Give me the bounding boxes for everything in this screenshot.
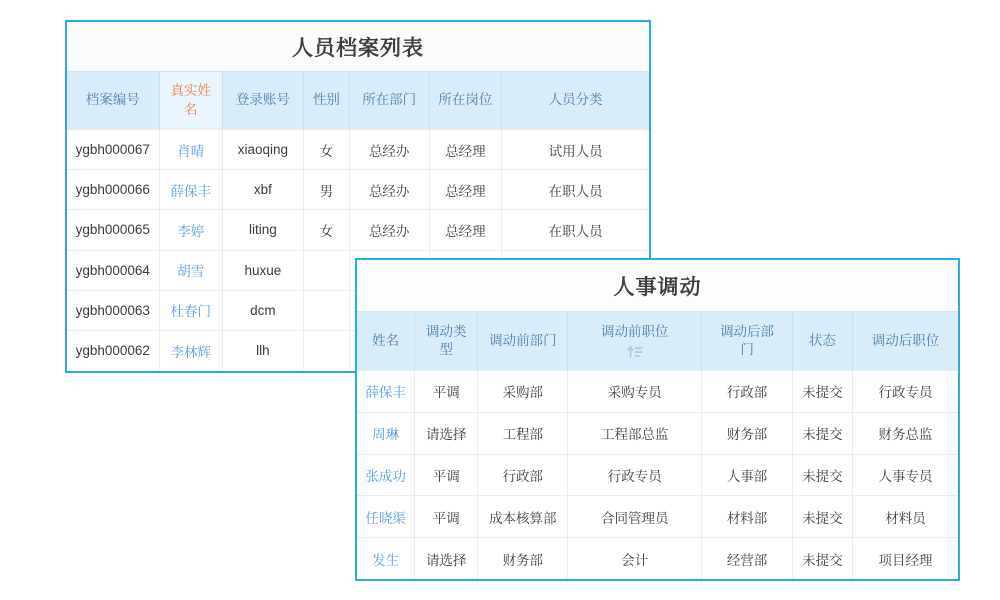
name-link[interactable]: 李林辉 [160, 331, 223, 370]
name-link[interactable]: 李婷 [160, 210, 223, 249]
table-row [357, 495, 958, 537]
column-header-post-department[interactable] [702, 312, 793, 370]
column-header-pre-department[interactable] [478, 312, 568, 370]
column-header-label: 状态 [808, 332, 836, 348]
cell-login-account: dcm [223, 291, 304, 330]
cell-post-department: 财务部 [702, 413, 793, 454]
column-header-transfer-type[interactable] [415, 312, 478, 370]
cell-pre-position: 行政专员 [568, 455, 702, 496]
cell-post-position: 项目经理 [878, 552, 933, 568]
column-header-department[interactable] [350, 72, 430, 129]
name-link[interactable]: 薛保丰 [357, 371, 415, 412]
archive-table-title: 人员档案列表 [67, 22, 649, 72]
column-header-status[interactable] [793, 312, 853, 370]
transfer-table-title: 人事调动 [357, 260, 958, 312]
transfer-table-header-row [357, 312, 958, 370]
cell-department: 总经办 [350, 130, 430, 169]
cell-login-account: huxue [223, 251, 304, 290]
column-header-post-position[interactable] [853, 312, 958, 370]
column-header-label: 调动类型 [426, 323, 467, 357]
column-header-label: 所在岗位 [438, 92, 493, 108]
name-link[interactable]: 任晓渠 [357, 496, 415, 537]
name-link[interactable]: 发生 [357, 538, 415, 579]
cell-login-account: xbf [223, 170, 304, 209]
cell-pre-department: 工程部 [478, 413, 568, 454]
cell-status: 未提交 [793, 455, 853, 496]
cell-gender [304, 251, 350, 290]
cell-position: 总经理 [430, 170, 503, 209]
column-header-label: 调动前职位 [601, 324, 669, 340]
column-header-label: 档案编号 [85, 92, 140, 108]
column-header-label: 真实姓名 [170, 83, 211, 117]
cell-gender: 男 [304, 170, 350, 209]
cell-position: 总经理 [430, 210, 503, 249]
cell-category: 在职人员 [548, 223, 603, 239]
column-header-label: 性别 [312, 92, 340, 108]
column-header-label: 姓名 [372, 332, 400, 348]
name-link[interactable]: 周琳 [357, 413, 415, 454]
table-row [67, 129, 649, 169]
cell-transfer-type: 请选择 [415, 413, 478, 454]
archive-table-header-row [67, 72, 649, 129]
cell-post-position: 材料员 [885, 510, 926, 526]
column-header-label: 调动后部门 [720, 323, 775, 357]
column-header-label: 调动前部门 [489, 332, 557, 348]
table-row [357, 412, 958, 454]
table-row [357, 370, 958, 412]
cell-post-position: 人事专员 [878, 468, 933, 484]
name-link[interactable]: 张成功 [357, 455, 415, 496]
column-header-position[interactable] [430, 72, 503, 129]
cell-gender: 女 [304, 210, 350, 249]
cell-archive-no: ygbh000063 [67, 291, 160, 330]
transfer-table-panel [355, 258, 960, 581]
cell-category: 在职人员 [548, 183, 603, 199]
cell-category: 试用人员 [548, 143, 603, 159]
table-row [357, 454, 958, 496]
cell-login-account: xiaoqing [223, 130, 304, 169]
name-link[interactable]: 薛保丰 [160, 170, 223, 209]
table-row [67, 209, 649, 249]
cell-transfer-type: 平调 [415, 496, 478, 537]
column-header-label: 人员分类 [548, 92, 603, 108]
cell-pre-department: 成本核算部 [478, 496, 568, 537]
cell-post-position: 行政专员 [878, 385, 933, 401]
cell-gender [304, 291, 350, 330]
cell-pre-department: 财务部 [478, 538, 568, 579]
cell-post-department: 行政部 [702, 371, 793, 412]
column-header-archive-no[interactable] [67, 72, 160, 129]
cell-department: 总经办 [350, 170, 430, 209]
cell-transfer-type: 请选择 [415, 538, 478, 579]
cell-archive-no: ygbh000065 [67, 210, 160, 249]
cell-login-account: liting [223, 210, 304, 249]
column-header-real-name[interactable] [160, 72, 223, 129]
table-row [357, 537, 958, 579]
cell-post-department: 经营部 [702, 538, 793, 579]
sort-icon[interactable] [626, 345, 643, 359]
cell-department: 总经办 [350, 210, 430, 249]
cell-post-department: 人事部 [702, 455, 793, 496]
cell-archive-no: ygbh000064 [67, 251, 160, 290]
column-header-name[interactable] [357, 312, 415, 370]
cell-status: 未提交 [793, 496, 853, 537]
cell-gender: 女 [304, 130, 350, 169]
cell-pre-position: 合同管理员 [568, 496, 702, 537]
cell-pre-department: 行政部 [478, 455, 568, 496]
cell-transfer-type: 平调 [415, 455, 478, 496]
cell-archive-no: ygbh000067 [67, 130, 160, 169]
cell-gender [304, 331, 350, 370]
cell-position: 总经理 [430, 130, 503, 169]
cell-post-department: 材料部 [702, 496, 793, 537]
cell-pre-position: 采购专员 [568, 371, 702, 412]
cell-pre-department: 采购部 [478, 371, 568, 412]
transfer-table-body [357, 370, 958, 579]
cell-status: 未提交 [793, 371, 853, 412]
cell-transfer-type: 平调 [415, 371, 478, 412]
cell-archive-no: ygbh000062 [67, 331, 160, 370]
column-header-label: 登录账号 [235, 92, 290, 108]
column-header-pre-position[interactable] [568, 312, 702, 370]
cell-pre-position: 工程部总监 [568, 413, 702, 454]
column-header-login-account[interactable] [223, 72, 304, 129]
column-header-label: 调动后职位 [871, 332, 940, 348]
column-header-category[interactable] [502, 72, 649, 129]
column-header-label: 所在部门 [362, 92, 417, 108]
cell-login-account: llh [223, 331, 304, 370]
name-link[interactable]: 胡雪 [160, 251, 223, 290]
cell-status: 未提交 [793, 413, 853, 454]
cell-status: 未提交 [793, 538, 853, 579]
cell-post-position: 财务总监 [878, 427, 933, 443]
name-link[interactable]: 杜春门 [160, 291, 223, 330]
table-row [67, 169, 649, 209]
cell-archive-no: ygbh000066 [67, 170, 160, 209]
name-link[interactable]: 肖晴 [160, 130, 223, 169]
cell-pre-position: 会计 [568, 538, 702, 579]
column-header-gender[interactable] [304, 72, 350, 129]
